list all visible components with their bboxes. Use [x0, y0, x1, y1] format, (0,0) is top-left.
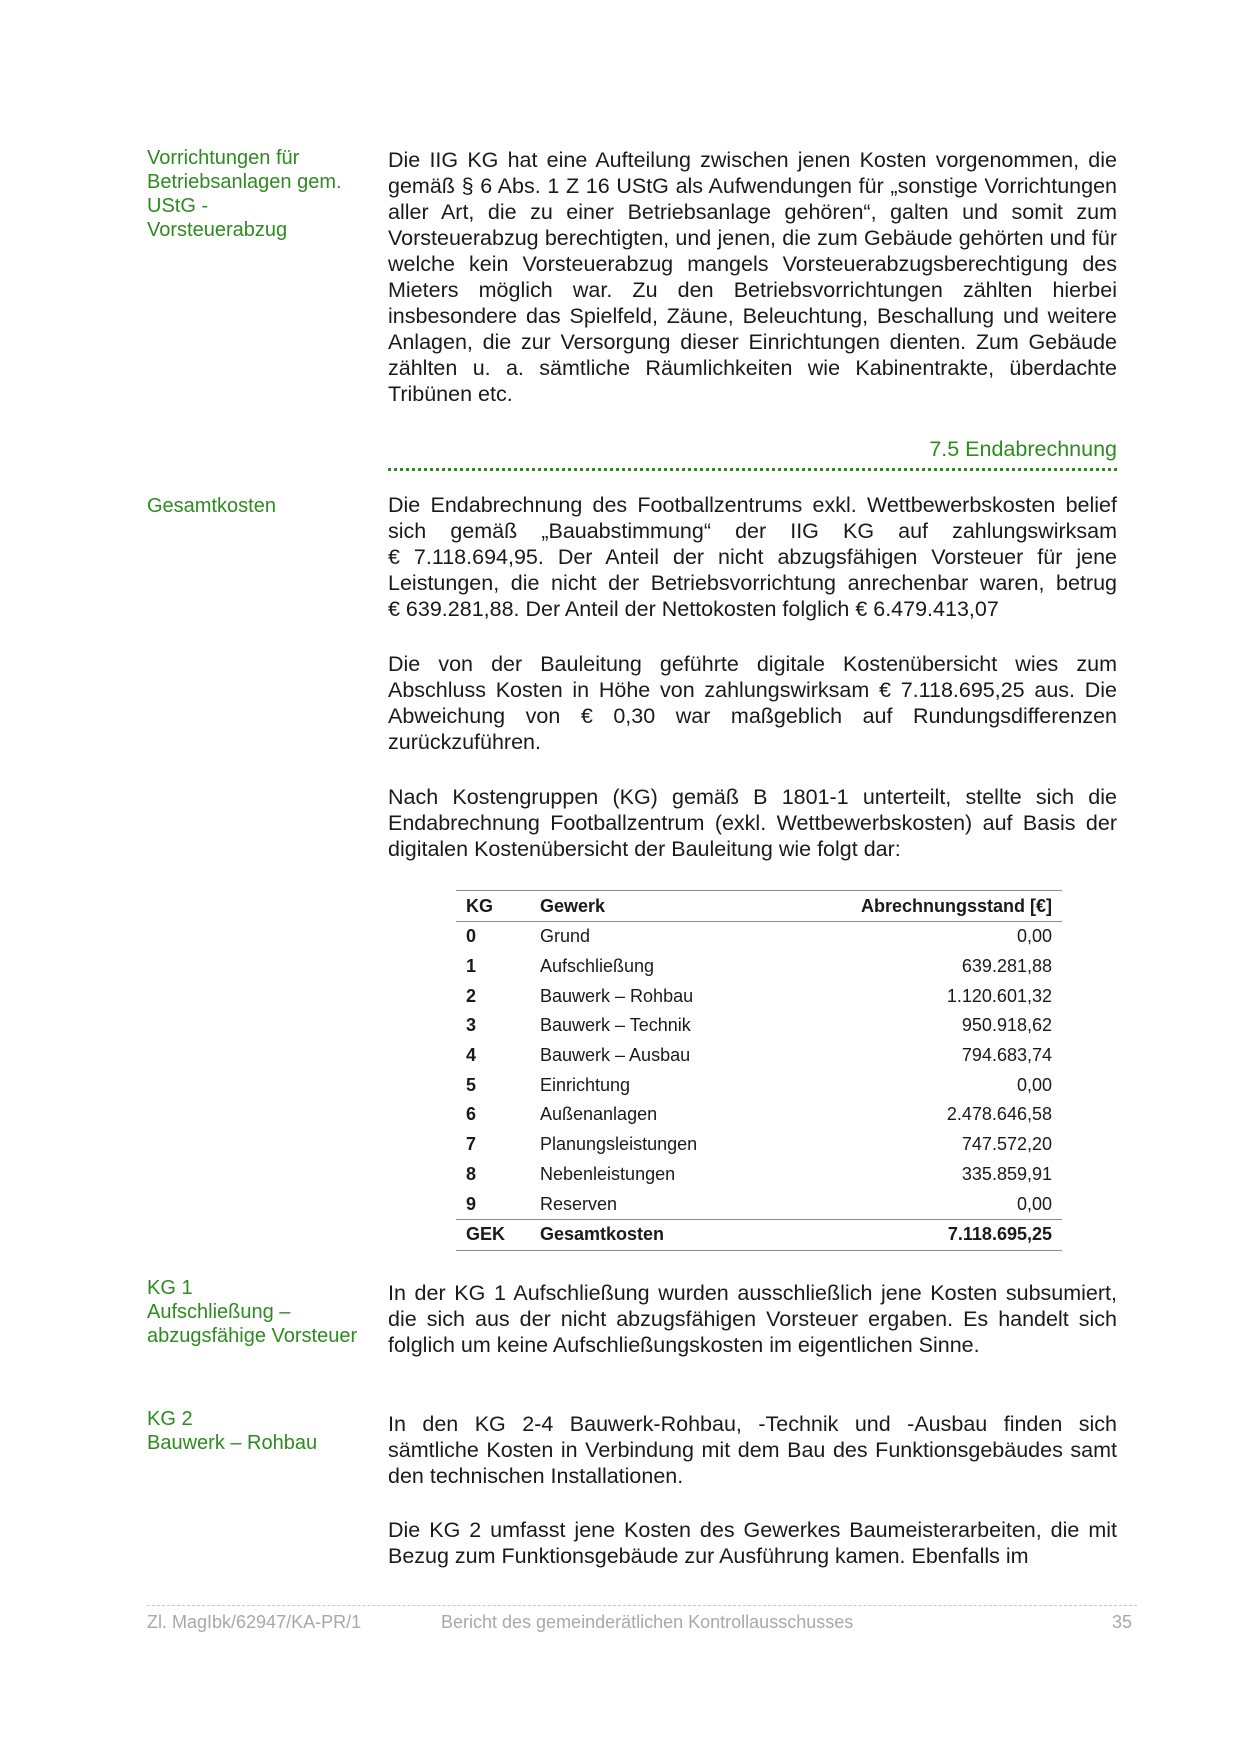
paragraph-kg1: [388, 1280, 1117, 1358]
paragraph-text: Die IIG KG hat eine Aufteilung zwischen jenen Kosten vorgenommen, die gemäß § 6 Abs. 1 Z 16 UStG als Aufwendungen für „sonstige Vorrichtungen aller Art, die zu einer Betriebsanlage gehören“, galten und somit zum Vorsteuerabzug berechtigten, und jenen, die zum Gebäude gehörten und für welche kein Vorsteuerabzug mangels Vorsteuerabzugsberechtigung des Mieters möglich war. Zu den Betriebsvorrichtungen zählten hierbei insbesondere das Spielfeld, Zäune, Beleuchtung, Beschallung und weitere Anlagen, die zur Versorgung dieser Einrichtungen dienten. Zum Gebäude zählten u. a. sämtliche Räumlichkeiten wie Kabinentrakte, überdachte Tribünen etc.: [388, 148, 1117, 406]
table-row: [456, 1189, 1062, 1219]
margin-note-line: KG 2: [147, 1408, 193, 1430]
amount-cell: 0,00: [1016, 1193, 1052, 1214]
table-row: [456, 922, 1062, 952]
table-row: [456, 1041, 1062, 1071]
paragraph-text: In den KG 2-4 Bauwerk-Rohbau, -Technik und -Ausbau finden sich sämtliche Kosten in Verbindung mit dem Bau des Funktionsgebäudes samt den technischen Installationen.: [388, 1412, 1117, 1488]
footer-reference: Zl. MagIbk/62947/KA-PR/1: [147, 1612, 362, 1632]
kg-cell: 6: [466, 1104, 477, 1125]
amount-cell: 335.859,91: [961, 1163, 1052, 1184]
gewerk-cell: Reserven: [540, 1193, 618, 1214]
section-heading-rule: [388, 468, 1117, 471]
paragraph-text: Die Endabrechnung des Footballzentrums exkl. Wettbewerbskosten belief sich gemäß „Bauabstimmung“ der IIG KG auf zahlungswirksam € 7.118.694,95. Der Anteil der nicht abzugsfähigen Vorsteuer für jene Leistungen, die nicht der Betriebsvorrichtung anrechenbar waren, betrug € 639.281,88. Der Anteil der Nettokosten folglich € 6.479.413,07: [388, 493, 1117, 621]
amount-cell: 639.281,88: [961, 956, 1052, 977]
kg-cell: 7: [466, 1134, 477, 1155]
paragraph-vorrichtungen: [388, 147, 1117, 407]
footer-page-number: 35: [1111, 1612, 1132, 1632]
margin-note-line: Aufschließung –: [147, 1301, 291, 1323]
margin-note-line: Betriebsanlagen gem.: [147, 171, 342, 193]
table-row: [456, 952, 1062, 982]
kg-cell: 5: [466, 1074, 477, 1095]
kg-cell: 8: [466, 1163, 477, 1184]
kg-cell: 2: [466, 985, 477, 1006]
paragraph-text: Die von der Bauleitung geführte digitale Kostenübersicht wies zum Abschluss Kosten in Höhe von zahlungswirksam € 7.118.695,25 aus. Die Abweichung von € 0,30 war maßgeblich auf Rundungsdifferenzen zurückzuführen.: [388, 652, 1117, 754]
amount-cell: 0,00: [1016, 1074, 1052, 1095]
gewerk-cell: Bauwerk – Ausbau: [540, 1045, 691, 1066]
paragraph-kg2-4: [388, 1411, 1117, 1489]
total-amount-cell: 7.118.695,25: [773, 1219, 1062, 1250]
table-row: [456, 1160, 1062, 1190]
gewerk-cell: Grund: [540, 926, 591, 947]
column-header-abrechnungsstand: Abrechnungsstand [€]: [773, 891, 1062, 922]
margin-note-line: abzugsfähige Vorsteuer: [147, 1325, 358, 1347]
kg-cell: 9: [466, 1193, 477, 1214]
table-body: [456, 922, 1062, 1220]
margin-note-line: UStG -: [147, 195, 209, 217]
table-row: [456, 981, 1062, 1011]
gewerk-cell: Aufschließung: [540, 956, 655, 977]
gewerk-cell: Außenanlagen: [540, 1104, 658, 1125]
amount-cell: 794.683,74: [961, 1045, 1052, 1066]
table-row: [456, 1070, 1062, 1100]
margin-note-vorrichtungen: [147, 146, 377, 242]
section-heading: 7.5 Endabrechnung: [929, 437, 1117, 461]
footer-rule: [147, 1605, 1137, 1606]
margin-note-line: Vorrichtungen für: [147, 147, 300, 169]
total-kg-cell: GEK: [456, 1219, 530, 1250]
paragraph-text: Die KG 2 umfasst jene Kosten des Gewerkes Baumeisterarbeiten, die mit Bezug zum Funktionsgebäude zur Ausführung kamen. Ebenfalls im: [388, 1518, 1117, 1568]
table-total-row: [456, 1219, 1062, 1250]
table-row: [456, 1100, 1062, 1130]
margin-note-kg2: [147, 1407, 377, 1455]
gewerk-cell: Bauwerk – Technik: [540, 1015, 691, 1036]
amount-cell: 950.918,62: [961, 1015, 1052, 1036]
gewerk-cell: Einrichtung: [540, 1074, 631, 1095]
margin-note-line: Bauwerk – Rohbau: [147, 1432, 318, 1454]
paragraph-endabrechnung: [388, 492, 1117, 622]
cost-table: [456, 890, 1062, 1251]
paragraph-text: In der KG 1 Aufschließung wurden ausschließlich jene Kosten subsumiert, die sich aus der nicht abzugsfähigen Vorsteuer ergaben. Es handelt sich folglich um keine Aufschließungskosten im eigentlichen Sinne.: [388, 1281, 1117, 1357]
kg-cell: 3: [466, 1015, 477, 1036]
amount-cell: 747.572,20: [961, 1134, 1052, 1155]
kg-cell: 0: [466, 926, 477, 947]
gewerk-cell: Bauwerk – Rohbau: [540, 985, 694, 1006]
amount-cell: 1.120.601,32: [946, 985, 1052, 1006]
gewerk-cell: Planungsleistungen: [540, 1134, 698, 1155]
gewerk-cell: Nebenleistungen: [540, 1163, 676, 1184]
paragraph-text: Nach Kostengruppen (KG) gemäß B 1801-1 unterteilt, stellte sich die Endabrechnung Footballzentrum (exkl. Wettbewerbskosten) auf Basis der digitalen Kostenübersicht der Bauleitung wie folgt dar:: [388, 785, 1117, 861]
kg-cell: 4: [466, 1045, 477, 1066]
margin-note-gesamtkosten: [147, 494, 377, 518]
table-header-row: [456, 891, 1062, 922]
column-header-kg: KG: [456, 891, 530, 922]
amount-cell: 0,00: [1016, 926, 1052, 947]
total-label-cell: Gesamtkosten: [530, 1219, 773, 1250]
table-row: [456, 1011, 1062, 1041]
kg-cell: 1: [466, 956, 477, 977]
paragraph-kostenuebersicht: [388, 651, 1117, 755]
footer-title: Bericht des gemeinderätlichen Kontrollausschusses: [441, 1612, 854, 1632]
margin-note-line: Gesamtkosten: [147, 495, 276, 517]
margin-note-kg1: [147, 1276, 377, 1348]
margin-note-line: KG 1: [147, 1277, 193, 1299]
paragraph-kostengruppen: [388, 784, 1117, 862]
column-header-gewerk: Gewerk: [530, 891, 773, 922]
amount-cell: 2.478.646,58: [946, 1104, 1052, 1125]
paragraph-kg2: [388, 1517, 1117, 1569]
table-row: [456, 1130, 1062, 1160]
margin-note-line: Vorsteuerabzug: [147, 219, 288, 241]
